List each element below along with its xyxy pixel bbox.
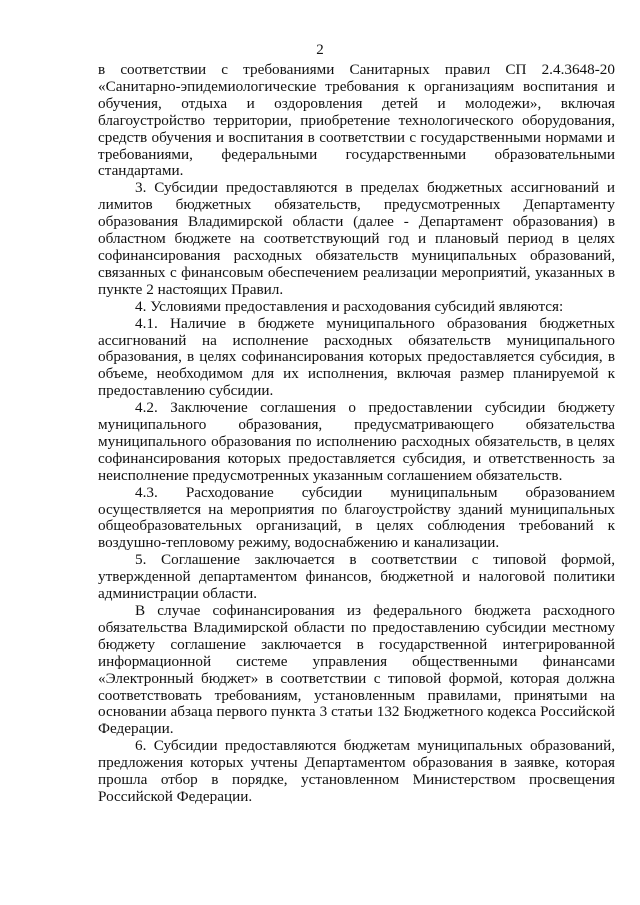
paragraph-5: 5. Соглашение заключается в соответствии с типовой формой, утвержденной департаментом финансов, бюджетной и налоговой политики администрации области. xyxy=(98,551,615,603)
document-body xyxy=(98,62,615,806)
paragraph-4-3: 4.3. Расходование субсидии муниципальным образованием осуществляется на мероприятия по благоустройству зданий муниципальных общеобразовательных организаций, в целях соблюдения требований к воздушно-тепловому режиму, водоснабжению и канализации. xyxy=(98,483,615,552)
paragraph-continuation: в соответствии с требованиями Санитарных правил СП 2.4.3648-20 «Санитарно-эпидемиологические требования к организациям воспитания и обучения, отдыха и оздоровления детей и молодежи», включая благоустройство территории, приобретение технологического оборудования, средств обучения и воспитания в соответствии с государственными нормами и требованиями, федеральными государственными образовательными стандартами. xyxy=(98,61,615,180)
paragraph-6: 6. Субсидии предоставляются бюджетам муниципальных образований, предложения которых учтены Департаментом образования в заявке, которая прошла отбор в порядке, установленном Министерством просвещения Российской Федерации. xyxy=(98,737,615,805)
paragraph-5-electronic-budget: В случае софинансирования из федерального бюджета расходного обязательства Владимирской области по предоставлению субсидии местному бюджету соглашение заключается в государственной интегрированной информационной системе управления общественными финансами «Электронный бюджет» в соответствии с типовой формой, которая должна соответствовать требованиям, установленным правилами, принятыми на основании абзаца первого пункта 3 статьи 132 Бюджетного кодекса Российской Федерации. xyxy=(98,602,615,738)
paragraph-4: 4. Условиями предоставления и расходования субсидий являются: xyxy=(135,297,564,315)
paragraph-3: 3. Субсидии предоставляются в пределах бюджетных ассигнований и лимитов бюджетных обязательств, предусмотренных Департаменту образования Владимирской области (далее - Департамент образования) в областном бюджете на соответствующий год и плановый период в целях софинансирования расходных обязательств муниципальных образований, связанных с финансовым обеспечением реализации мероприятий, указанных в пункте 2 настоящих Правил. xyxy=(98,179,615,298)
paragraph-4-2: 4.2. Заключение соглашения о предоставлении субсидии бюджету муниципального образования, предусматривающего обязательства муниципального образования по исполнению расходных обязательств, в целях софинансирования которых предоставляется субсидия, и ответственность за неисполнение предусмотренных указанным соглашением обязательств. xyxy=(98,399,615,484)
page-number: 2 xyxy=(316,42,324,58)
paragraph-4-1: 4.1. Наличие в бюджете муниципального образования бюджетных ассигнований на исполнение расходных обязательств муниципального образования, в целях софинансирования которых предоставляется субсидия, в объеме, необходимом для их исполнения, включая размер планируемой к предоставлению субсидии. xyxy=(98,314,615,400)
